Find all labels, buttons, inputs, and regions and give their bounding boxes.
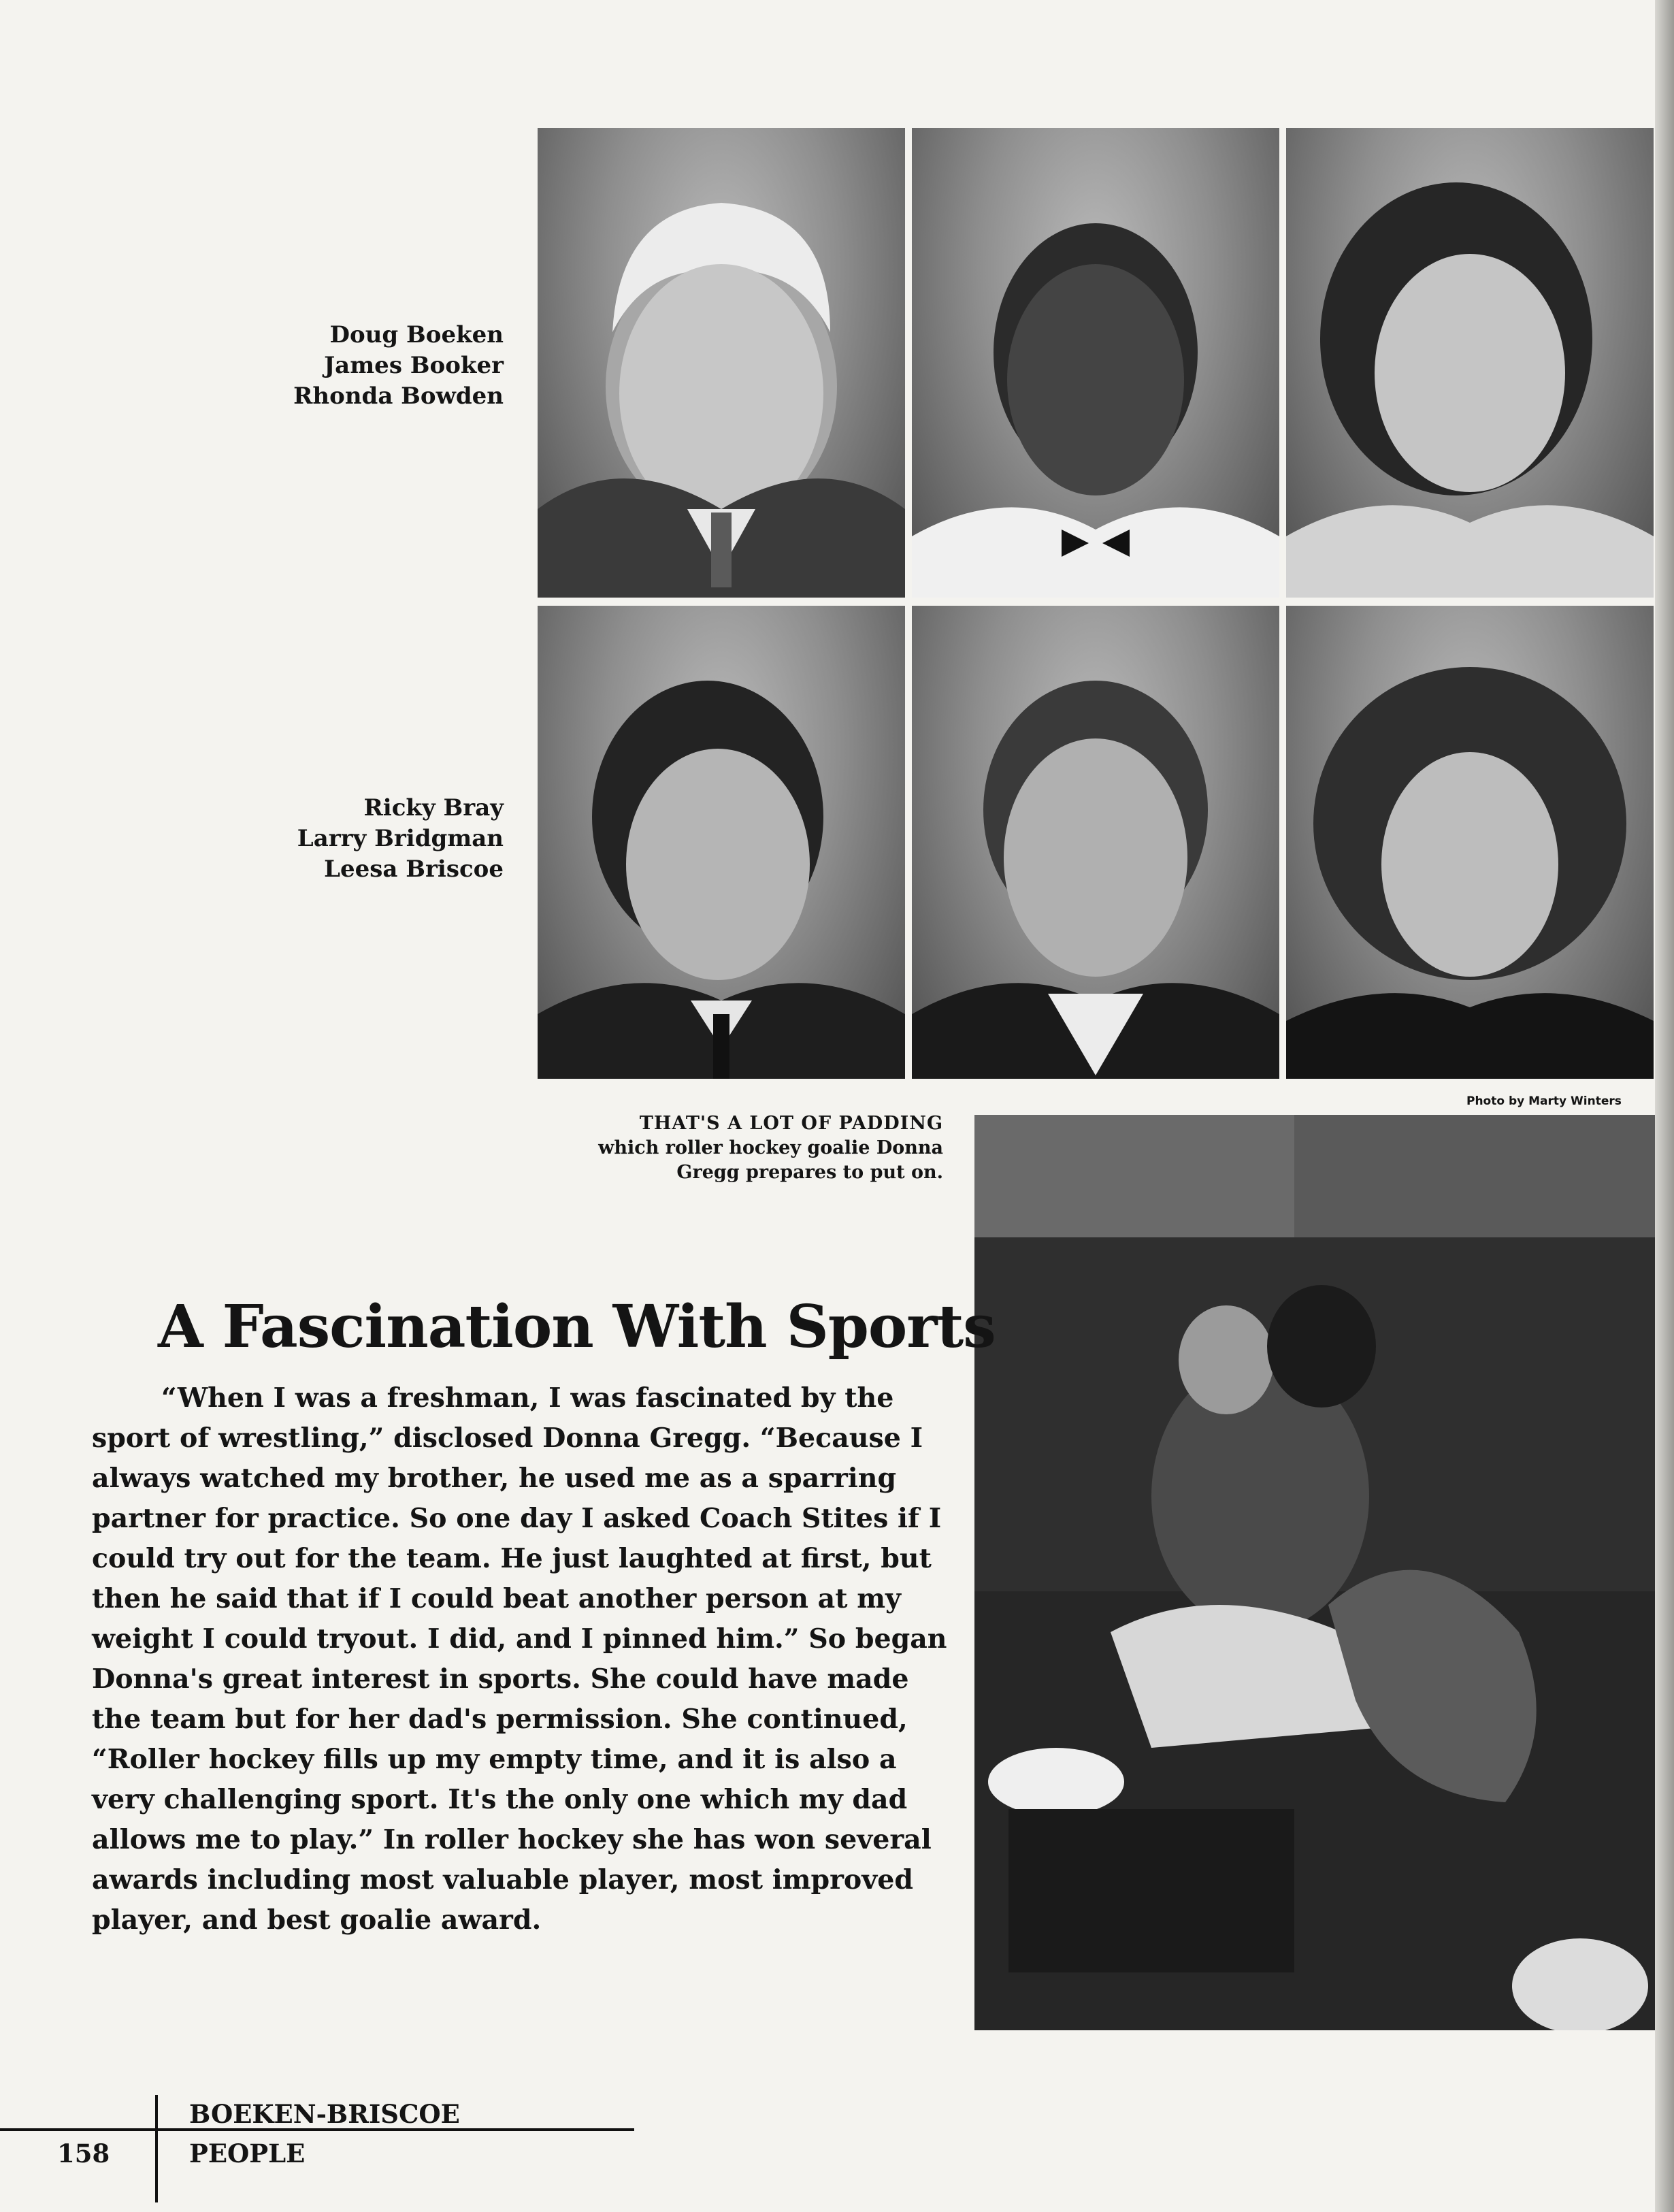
page-edge-shadow <box>1655 0 1674 2212</box>
article-headline: A Fascination With Sports <box>158 1292 996 1361</box>
article-line: “When I was a freshman, I was fascinated by the <box>161 1382 894 1414</box>
portrait-rhonda-bowden <box>1286 128 1654 598</box>
show-through-ghost-text <box>184 75 208 162</box>
article-line: weight I could tryout. I did, and I pinned him.” So began <box>92 1623 947 1655</box>
page-number: 158 <box>57 2138 110 2168</box>
article-line: “Roller hockey fills up my empty time, and it is also a <box>92 1744 897 1775</box>
article-line: the team but for her dad's permission. She continued, <box>92 1704 908 1735</box>
article-line: could try out for the team. He just laughted at first, but <box>92 1543 932 1574</box>
footer-rule-vertical <box>155 2095 158 2202</box>
portrait-leesa-briscoe <box>1286 606 1654 1079</box>
name-label: Rhonda Bowden <box>293 383 504 410</box>
article-line: very challenging sport. It's the only one which my dad <box>92 1784 908 1815</box>
portrait-names-row2 <box>218 793 504 885</box>
feature-photo-caption <box>508 1111 943 1185</box>
portrait-james-booker <box>912 128 1279 598</box>
name-label: Leesa Briscoe <box>324 856 504 883</box>
article-line: player, and best goalie award. <box>92 1904 542 1936</box>
article-line: Donna's great interest in sports. She could have made <box>92 1663 909 1695</box>
caption-line: Gregg prepares to put on. <box>676 1162 943 1183</box>
article-body <box>92 1378 947 1940</box>
caption-lead: THAT'S A LOT OF PADDING <box>639 1113 943 1134</box>
footer-category: PEOPLE <box>189 2138 306 2168</box>
portrait-names-row1 <box>218 320 504 412</box>
name-label: James Booker <box>324 352 504 379</box>
name-label: Ricky Bray <box>363 794 504 822</box>
portrait-larry-bridgman <box>912 606 1279 1079</box>
article-line: partner for practice. So one day I asked Coach Stites if I <box>92 1503 942 1534</box>
portrait-doug-boeken <box>538 128 905 598</box>
article-line: then he said that if I could beat another person at my <box>92 1583 902 1614</box>
name-label: Larry Bridgman <box>297 825 504 852</box>
caption-line: which roller hockey goalie Donna <box>598 1137 943 1158</box>
article-line: always watched my brother, he used me as a sparring <box>92 1463 897 1494</box>
feature-photo-roller-hockey-goalie <box>974 1115 1655 2030</box>
article-line: sport of wrestling,” disclosed Donna Gregg. “Because I <box>92 1422 923 1454</box>
article-line: allows me to play.” In roller hockey she has won several <box>92 1824 932 1855</box>
footer-section-name: BOEKEN-BRISCOE <box>189 2099 460 2129</box>
name-label: Doug Boeken <box>329 321 504 348</box>
article-line: awards including most valuable player, most improved <box>92 1864 913 1896</box>
photo-credit: Photo by Marty Winters <box>1466 1094 1622 1108</box>
portrait-ricky-bray <box>538 606 905 1079</box>
